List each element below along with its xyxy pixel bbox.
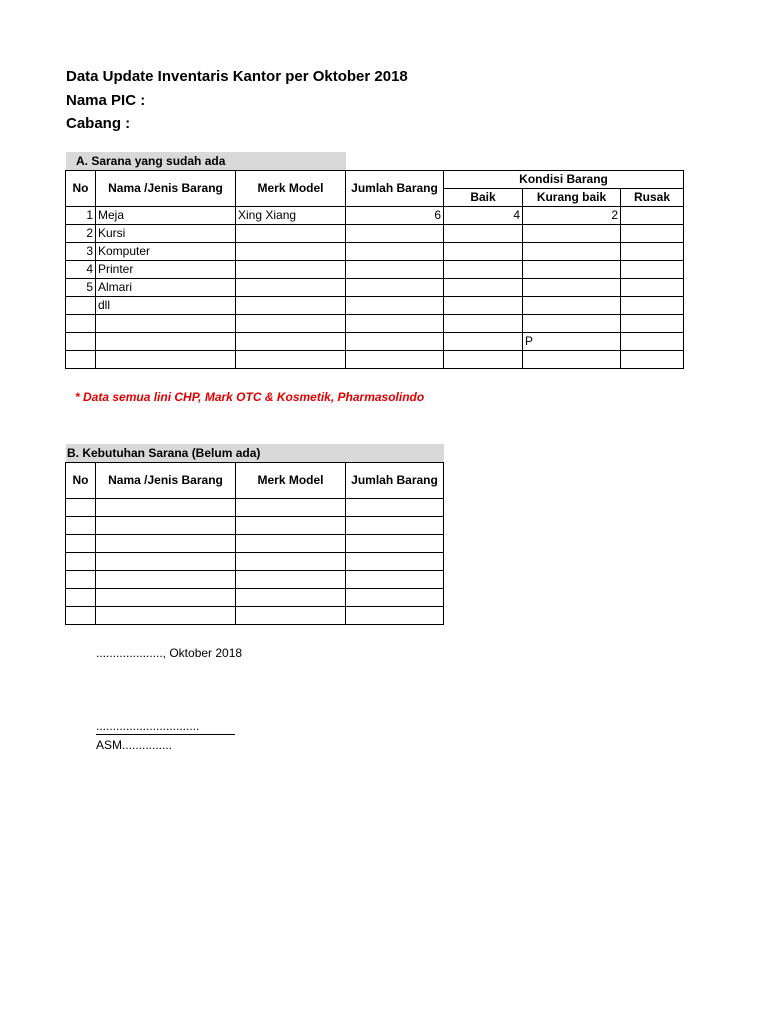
- cell-kurang: 2: [523, 207, 621, 225]
- empty-cell: [236, 499, 346, 517]
- table-row: [66, 517, 444, 535]
- cell-nama: dll: [96, 297, 236, 315]
- table-row: [66, 333, 684, 351]
- empty-cell: [66, 607, 96, 625]
- table-row: [66, 607, 444, 625]
- cell-baik: [444, 351, 523, 369]
- table-row: [66, 553, 444, 571]
- col-no-header: No: [66, 171, 96, 207]
- cell-merk: [236, 243, 346, 261]
- empty-cell: [346, 553, 444, 571]
- empty-cell: [346, 517, 444, 535]
- cell-baik: 4: [444, 207, 523, 225]
- col-rusak-header: Rusak: [621, 189, 684, 207]
- cell-nama: [96, 333, 236, 351]
- col-jumlah-header: Jumlah Barang: [346, 171, 444, 207]
- empty-cell: [236, 571, 346, 589]
- cell-kurang: [523, 351, 621, 369]
- empty-cell: [96, 589, 236, 607]
- empty-cell: [346, 535, 444, 553]
- empty-cell: [96, 499, 236, 517]
- cell-baik: [444, 315, 523, 333]
- col-merk-header: Merk Model: [236, 171, 346, 207]
- cell-no: 1: [66, 207, 96, 225]
- cell-rusak: [621, 333, 684, 351]
- section-a-table: [65, 170, 684, 369]
- empty-cell: [96, 553, 236, 571]
- section-a-title: A. Sarana yang sudah ada: [66, 152, 346, 170]
- table-row: [66, 261, 684, 279]
- cabang-label: Cabang :: [66, 115, 131, 132]
- cell-jumlah: [346, 261, 444, 279]
- cell-baik: [444, 261, 523, 279]
- cell-rusak: [621, 279, 684, 297]
- col-kurang-header: Kurang baik: [523, 189, 621, 207]
- col-baik-header: Baik: [444, 189, 523, 207]
- cell-merk: [236, 315, 346, 333]
- empty-cell: [66, 589, 96, 607]
- col-kondisi-header: Kondisi Barang: [444, 171, 684, 189]
- section-b-table: [65, 462, 444, 625]
- cell-baik: [444, 279, 523, 297]
- table-row: [66, 207, 684, 225]
- cell-jumlah: [346, 333, 444, 351]
- cell-baik: [444, 297, 523, 315]
- cell-nama: Komputer: [96, 243, 236, 261]
- cell-merk: [236, 333, 346, 351]
- empty-cell: [346, 589, 444, 607]
- col-jumlah-header: Jumlah Barang: [346, 463, 444, 499]
- empty-cell: [96, 535, 236, 553]
- empty-cell: [346, 571, 444, 589]
- empty-cell: [236, 607, 346, 625]
- section-b-title: B. Kebutuhan Sarana (Belum ada): [66, 444, 444, 462]
- cell-merk: [236, 351, 346, 369]
- cell-nama: [96, 315, 236, 333]
- cell-kurang: [523, 279, 621, 297]
- cell-kurang: [523, 261, 621, 279]
- cell-nama: Printer: [96, 261, 236, 279]
- cell-kurang: [523, 243, 621, 261]
- cell-jumlah: [346, 297, 444, 315]
- empty-cell: [66, 499, 96, 517]
- table-row: [66, 225, 684, 243]
- cell-jumlah: [346, 315, 444, 333]
- cell-merk: [236, 297, 346, 315]
- empty-cell: [96, 571, 236, 589]
- empty-cell: [236, 553, 346, 571]
- empty-cell: [236, 517, 346, 535]
- cell-merk: Xing Xiang: [236, 207, 346, 225]
- cell-no: 4: [66, 261, 96, 279]
- cell-jumlah: [346, 243, 444, 261]
- cell-no: 2: [66, 225, 96, 243]
- cell-no: 3: [66, 243, 96, 261]
- cell-nama: Almari: [96, 279, 236, 297]
- cell-rusak: [621, 225, 684, 243]
- empty-cell: [66, 553, 96, 571]
- table-row: [66, 297, 684, 315]
- cell-merk: [236, 279, 346, 297]
- empty-cell: [236, 589, 346, 607]
- cell-no: [66, 351, 96, 369]
- cell-nama: [96, 351, 236, 369]
- col-nama-header: Nama /Jenis Barang: [96, 171, 236, 207]
- cell-baik: [444, 225, 523, 243]
- signature-dots: ...............................: [96, 719, 235, 735]
- col-nama-header: Nama /Jenis Barang: [96, 463, 236, 499]
- cell-rusak: [621, 297, 684, 315]
- cell-nama: Kursi: [96, 225, 236, 243]
- table-row: [66, 589, 444, 607]
- footnote: * Data semua lini CHP, Mark OTC & Kosmetik, Pharmasolindo: [75, 390, 425, 404]
- empty-cell: [346, 607, 444, 625]
- table-row: [66, 315, 684, 333]
- table-row: [66, 243, 684, 261]
- cell-kurang: P: [523, 333, 621, 351]
- table-row: [66, 571, 444, 589]
- cell-no: [66, 315, 96, 333]
- cell-rusak: [621, 351, 684, 369]
- table-row: [66, 535, 444, 553]
- document-title: Data Update Inventaris Kantor per Oktober 2018: [66, 68, 408, 85]
- empty-cell: [96, 607, 236, 625]
- cell-no: [66, 333, 96, 351]
- col-merk-header: Merk Model: [236, 463, 346, 499]
- cell-baik: [444, 333, 523, 351]
- empty-cell: [66, 571, 96, 589]
- cell-jumlah: [346, 351, 444, 369]
- cell-rusak: [621, 315, 684, 333]
- cell-kurang: [523, 297, 621, 315]
- cell-rusak: [621, 243, 684, 261]
- cell-kurang: [523, 315, 621, 333]
- cell-no: [66, 297, 96, 315]
- empty-cell: [66, 517, 96, 535]
- date-line: ...................., Oktober 2018: [96, 646, 243, 660]
- asm-line: ASM...............: [96, 738, 173, 752]
- empty-cell: [66, 535, 96, 553]
- cell-rusak: [621, 207, 684, 225]
- cell-rusak: [621, 261, 684, 279]
- cell-kurang: [523, 225, 621, 243]
- cell-jumlah: [346, 225, 444, 243]
- cell-baik: [444, 243, 523, 261]
- cell-jumlah: 6: [346, 207, 444, 225]
- cell-merk: [236, 225, 346, 243]
- table-row: [66, 279, 684, 297]
- cell-nama: Meja: [96, 207, 236, 225]
- cell-no: 5: [66, 279, 96, 297]
- table-row: [66, 351, 684, 369]
- cell-jumlah: [346, 279, 444, 297]
- cell-merk: [236, 261, 346, 279]
- col-no-header: No: [66, 463, 96, 499]
- empty-cell: [236, 535, 346, 553]
- pic-label: Nama PIC :: [66, 92, 146, 109]
- empty-cell: [346, 499, 444, 517]
- table-row: [66, 499, 444, 517]
- empty-cell: [96, 517, 236, 535]
